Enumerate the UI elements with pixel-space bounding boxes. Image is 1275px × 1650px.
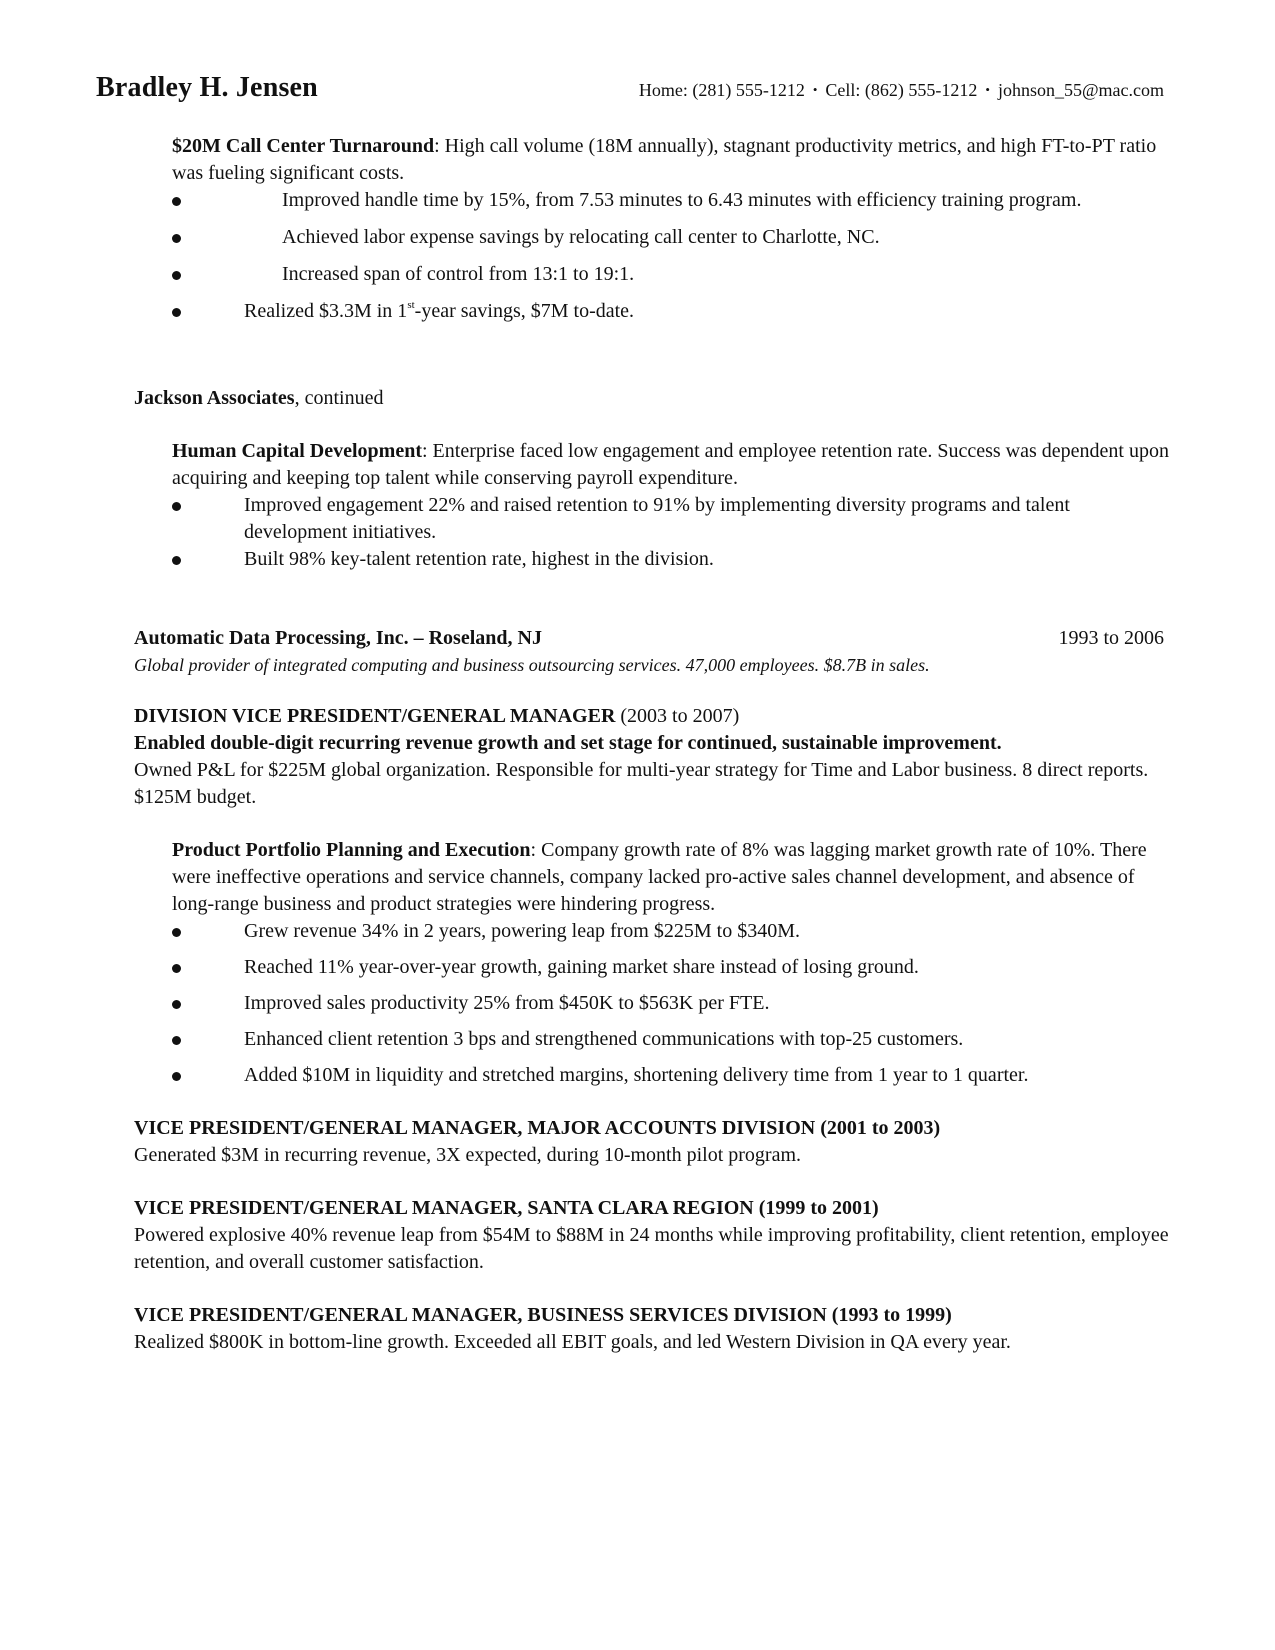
achievement-summary xyxy=(172,133,1174,187)
bullet-icon xyxy=(172,1036,181,1045)
role-title: VICE PRESIDENT/GENERAL MANAGER, MAJOR ACCOUNTS DIVISION (2001 to 2003) xyxy=(134,1117,941,1139)
bullet-text: Improved engagement 22% and raised retention to 91% by implementing diversity programs and talent development initiatives. xyxy=(244,494,1070,543)
employer-heading xyxy=(134,385,1174,412)
email-address[interactable]: johnson_55@mac.com xyxy=(997,80,1164,100)
bullet-text: Reached 11% year-over-year growth, gaining market share instead of losing ground. xyxy=(244,956,919,978)
bullet-text: Improved handle time by 15%, from 7.53 minutes to 6.43 minutes with efficiency training program. xyxy=(282,189,1082,211)
achievement-summary xyxy=(172,837,1174,918)
bullet-text: -year savings, $7M to-date. xyxy=(414,300,635,322)
achievement-title: $20M Call Center Turnaround xyxy=(172,135,435,157)
portfolio-bullets xyxy=(134,918,1174,1089)
bullet-text: Grew revenue 34% in 2 years, powering leap from $225M to $340M. xyxy=(244,920,800,942)
list-item xyxy=(172,546,1174,573)
role-heading xyxy=(134,703,1174,730)
bullet-text: Added $10M in liquidity and stretched margins, shortening delivery time from 1 year to 1 quarter. xyxy=(244,1064,1029,1086)
separator-dot: • xyxy=(985,82,990,97)
company-description: Global provider of integrated computing and business outsourcing services. 47,000 employees. $8.7B in sales. xyxy=(134,655,930,675)
bullet-icon xyxy=(172,1072,181,1081)
role-dates: (2003 to 2007) xyxy=(615,705,740,727)
achievement-title: Human Capital Development xyxy=(172,440,422,462)
bullet-icon xyxy=(172,1000,181,1009)
role-description: Realized $800K in bottom-line growth. Exceeded all EBIT goals, and led Western Division in QA every year. xyxy=(134,1331,1011,1353)
list-item xyxy=(172,1062,1174,1089)
bullet-icon xyxy=(172,271,181,280)
list-item xyxy=(172,1026,1174,1053)
list-item xyxy=(172,298,1174,325)
resume-header xyxy=(96,74,1164,105)
achievement-text: : Enterprise faced low engagement and employee retention rate. Success was dependent upon acquiring and keeping top talent while conserving payroll expenditure. xyxy=(172,440,1169,489)
company-heading xyxy=(134,625,1164,652)
bullet-text: Achieved labor expense savings by relocating call center to Charlotte, NC. xyxy=(282,226,880,248)
role-title: VICE PRESIDENT/GENERAL MANAGER, SANTA CLARA REGION (1999 to 2001) xyxy=(134,1197,879,1219)
role-description: Powered explosive 40% revenue leap from $54M to $88M in 24 months while improving profitability, client retention, employee retention, and overall customer satisfaction. xyxy=(134,1224,1169,1273)
achievement-title: Product Portfolio Planning and Execution xyxy=(172,839,531,861)
home-phone: Home: (281) 555-1212 xyxy=(638,80,805,100)
achievement-summary xyxy=(172,438,1174,492)
bullet-text: Built 98% key-talent retention rate, highest in the division. xyxy=(244,548,714,570)
separator-dot: • xyxy=(812,82,818,97)
bullet-icon xyxy=(172,556,181,565)
call-center-bullets xyxy=(134,187,1174,325)
bullet-icon xyxy=(172,928,181,937)
company-dates: 1993 to 2006 xyxy=(1058,627,1164,649)
cell-phone: Cell: (862) 555-1212 xyxy=(825,80,978,100)
list-item xyxy=(172,918,1174,945)
call-center-achievement xyxy=(172,133,1174,187)
human-capital-bullets xyxy=(134,492,1174,573)
ordinal-superscript: st xyxy=(407,299,415,312)
resume-body xyxy=(134,133,1174,1356)
achievement-text: : Company growth rate of 8% was lagging market growth rate of 10%. There were ineffective operations and service channels, company lacked pro-active sales channel development, and absence of long-range business and product strategies were hindering progress. xyxy=(172,839,1147,915)
bullet-text: Improved sales productivity 25% from $450K to $563K per FTE. xyxy=(244,992,770,1014)
bullet-icon xyxy=(172,308,181,317)
candidate-name: Bradley H. Jensen xyxy=(96,72,318,103)
list-item xyxy=(172,990,1174,1017)
role-division-vp xyxy=(134,703,1174,811)
portfolio-achievement xyxy=(172,837,1174,918)
role-santa-clara xyxy=(134,1195,1174,1276)
bullet-text: Enhanced client retention 3 bps and strengthened communications with top-25 customers. xyxy=(244,1028,964,1050)
achievement-text: : High call volume (18M annually), stagnant productivity metrics, and high FT-to-PT ratio was fueling significant costs. xyxy=(172,135,1157,184)
role-description: Generated $3M in recurring revenue, 3X expected, during 10-month pilot program. xyxy=(134,1144,802,1166)
role-business-services xyxy=(134,1302,1174,1356)
list-item xyxy=(172,954,1174,981)
company-name: Automatic Data Processing, Inc. – Roseland, NJ xyxy=(134,627,542,649)
employer-name: Jackson Associates xyxy=(134,387,295,409)
role-title: DIVISION VICE PRESIDENT/GENERAL MANAGER xyxy=(134,705,616,727)
role-major-accounts xyxy=(134,1115,1174,1169)
bullet-icon xyxy=(172,502,181,511)
bullet-icon xyxy=(172,964,181,973)
bullet-icon xyxy=(172,197,181,206)
list-item xyxy=(172,261,1174,288)
employer-suffix: , continued xyxy=(294,387,384,409)
bullet-text: Realized $3.3M in 1 xyxy=(244,300,408,322)
role-description: Owned P&L for $225M global organization. Responsible for multi-year strategy for Time and Labor business. 8 direct reports. $125M budget. xyxy=(134,759,1149,808)
role-tagline: Enabled double-digit recurring revenue growth and set stage for continued, sustainable improvement. xyxy=(134,732,1002,754)
contact-info xyxy=(639,77,1164,105)
bullet-icon xyxy=(172,234,181,243)
list-item xyxy=(172,187,1174,214)
human-capital-achievement xyxy=(172,438,1174,492)
role-title: VICE PRESIDENT/GENERAL MANAGER, BUSINESS SERVICES DIVISION (1993 to 1999) xyxy=(134,1304,952,1326)
list-item xyxy=(172,492,1174,546)
list-item xyxy=(172,224,1174,251)
bullet-text: Increased span of control from 13:1 to 19:1. xyxy=(282,263,635,285)
